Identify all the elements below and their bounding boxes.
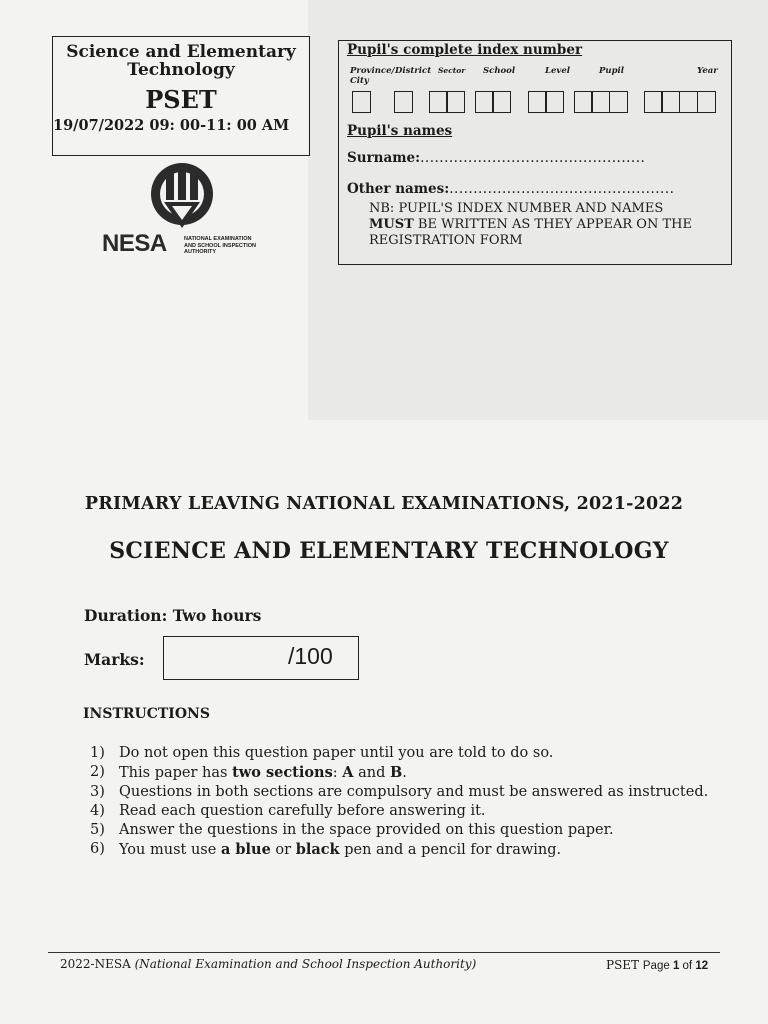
index-digit-box[interactable] — [446, 91, 465, 113]
page-number: 1 — [672, 960, 680, 972]
item-text-part: You must use — [119, 842, 221, 858]
province-boxes — [353, 91, 371, 113]
label-level: Level — [545, 66, 570, 76]
other-names-label: Other names: — [347, 181, 450, 197]
index-digit-box[interactable] — [429, 91, 448, 113]
item-text-part: or — [270, 842, 296, 858]
nesa-full-name — [184, 236, 284, 256]
item-text-part: : — [332, 765, 343, 781]
index-digit-box[interactable] — [475, 91, 494, 113]
index-digit-box[interactable] — [394, 91, 413, 113]
item-text-bold: two sections — [232, 764, 333, 781]
item-text — [119, 763, 722, 783]
school-boxes — [476, 91, 511, 113]
label-city: City — [350, 76, 369, 86]
nesa-acronym: NESA — [102, 230, 167, 257]
item-text-part: pen and a pencil for drawing. — [339, 842, 562, 858]
district-boxes — [395, 91, 413, 113]
index-digit-box[interactable] — [591, 91, 610, 113]
subject-heading: SCIENCE AND ELEMENTARY TECHNOLOGY — [109, 538, 669, 564]
label-year: Year — [697, 66, 718, 76]
subject-title-line1: Science and Elementary — [66, 42, 296, 62]
label-sector: Sector — [438, 66, 466, 75]
item-number: 4) — [90, 803, 105, 819]
item-text: Answer the questions in the space provided on this question paper. — [119, 822, 614, 838]
nb-line1: NB: PUPIL'S INDEX NUMBER AND NAMES — [369, 201, 664, 216]
index-digit-box[interactable] — [528, 91, 547, 113]
footer-authority — [60, 957, 476, 971]
instructions-list — [90, 744, 722, 860]
page-indicator — [606, 958, 708, 972]
list-item — [90, 821, 722, 840]
list-item — [90, 840, 722, 860]
item-text — [119, 840, 722, 860]
index-number-heading: Pupil's complete index number — [347, 42, 583, 58]
nb-line2-rest: BE WRITTEN AS THEY APPEAR ON THE — [413, 217, 692, 232]
item-number: 1) — [90, 745, 105, 761]
label-district: District — [395, 66, 432, 76]
index-digit-box[interactable] — [574, 91, 593, 113]
nb-line3: REGISTRATION FORM — [369, 233, 523, 248]
nb-must: MUST — [369, 217, 414, 232]
other-names-field[interactable] — [347, 181, 674, 197]
list-item — [90, 802, 722, 821]
exam-datetime: 19/07/2022 09: 00-11: 00 AM — [53, 117, 290, 134]
item-number: 2) — [90, 764, 105, 780]
subject-title — [53, 43, 309, 79]
footer-code: 2022-NESA — [60, 957, 135, 971]
index-digit-box[interactable] — [644, 91, 663, 113]
level-boxes — [529, 91, 564, 113]
sector-boxes — [430, 91, 465, 113]
footer-divider — [48, 952, 720, 953]
marks-value: /100 — [288, 643, 333, 669]
index-digit-box[interactable] — [697, 91, 716, 113]
exam-heading: PRIMARY LEAVING NATIONAL EXAMINATIONS, 2021-2022 — [84, 494, 684, 514]
item-text-part: . — [402, 765, 407, 781]
item-number: 5) — [90, 822, 105, 838]
nb-note — [369, 201, 692, 249]
year-boxes — [645, 91, 716, 113]
index-digit-box[interactable] — [609, 91, 628, 113]
index-digit-box[interactable] — [492, 91, 511, 113]
footer-authority-name: (National Examination and School Inspection Authority) — [134, 957, 477, 971]
index-digit-box[interactable] — [352, 91, 371, 113]
page-of: of — [679, 960, 696, 972]
surname-field[interactable] — [347, 150, 645, 166]
subject-code: PSET — [145, 85, 217, 114]
index-digit-box[interactable] — [661, 91, 680, 113]
subject-title-line2: Technology — [127, 60, 235, 80]
pupil-info-box — [338, 40, 732, 265]
item-text: Read each question carefully before answering it. — [119, 803, 486, 819]
item-text: Do not open this question paper until you are told to do so. — [119, 745, 554, 761]
marks-label: Marks: — [84, 650, 145, 669]
index-digit-box[interactable] — [545, 91, 564, 113]
item-text-bold: B — [390, 764, 403, 781]
duration: Duration: Two hours — [84, 606, 262, 625]
page-prefix: Page — [642, 960, 673, 972]
subject-box — [52, 36, 310, 156]
nesa-name-line2: AND SCHOOL INSPECTION — [184, 242, 257, 249]
pupil-names-heading: Pupil's names — [347, 123, 453, 139]
item-text-bold: a blue — [220, 841, 271, 858]
item-number: 6) — [90, 841, 105, 857]
list-item — [90, 783, 722, 802]
nesa-name-line3: AUTHORITY — [184, 249, 217, 255]
instructions-title: INSTRUCTIONS — [83, 706, 210, 722]
footer-subject-code: PSET — [606, 958, 643, 972]
other-names-dots: ............................................... — [449, 181, 675, 197]
list-item — [90, 763, 722, 783]
list-item — [90, 744, 722, 763]
marks-box[interactable] — [163, 636, 359, 680]
nb-line2 — [369, 217, 692, 233]
nesa-name-line1: NATIONAL EXAMINATION — [184, 236, 252, 242]
index-labels — [347, 66, 727, 90]
item-text: Questions in both sections are compulsory and must be answered as instructed. — [119, 784, 709, 800]
surname-dots: ............................................... — [420, 150, 646, 166]
surname-label: Surname: — [347, 150, 421, 166]
item-text-part: and — [353, 765, 391, 781]
item-number: 3) — [90, 784, 105, 800]
pupil-boxes — [575, 91, 628, 113]
item-text-bold: A — [342, 764, 354, 781]
item-text-part: This paper has — [119, 765, 233, 781]
label-school: School — [483, 66, 516, 76]
label-pupil: Pupil — [599, 66, 624, 76]
item-text-bold: black — [295, 841, 340, 858]
index-digit-box[interactable] — [679, 91, 698, 113]
page-total: 12 — [695, 960, 709, 972]
label-province: Province/ — [350, 66, 395, 76]
